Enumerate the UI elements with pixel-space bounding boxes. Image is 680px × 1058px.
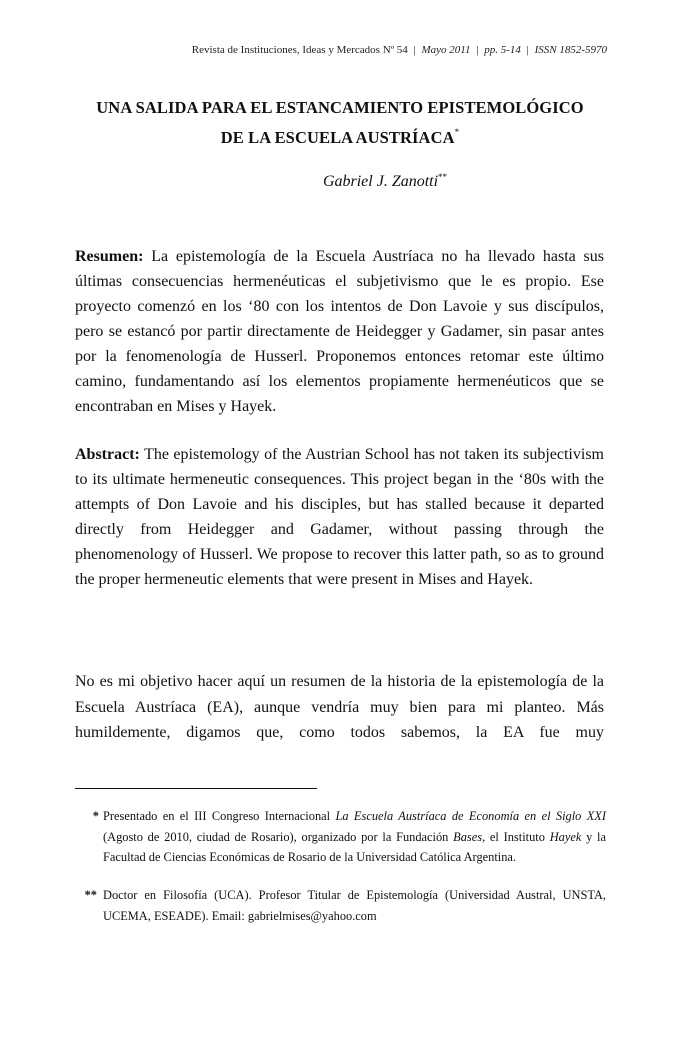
author-name: Gabriel J. Zanotti [322, 173, 439, 190]
footnote-mark: ** [84, 888, 97, 902]
title-footnote-mark[interactable]: * [454, 127, 460, 137]
title-line-1: UNA SALIDA PARA EL ESTANCAMIENTO EPISTEMOLÓGICO [96, 98, 584, 117]
separator: | [413, 44, 416, 56]
issn: ISSN 1852-5970 [534, 44, 607, 56]
journal-name: Revista de Instituciones, Ideas y Mercados Nº 54 [191, 44, 408, 56]
paper-title [60, 95, 620, 150]
page-range: pp. 5-14 [484, 44, 521, 56]
author [60, 172, 620, 191]
resumen-paragraph [75, 244, 604, 419]
author-footnote-mark[interactable]: ** [438, 172, 448, 182]
separator: | [476, 44, 479, 56]
resumen-label: Resumen: [75, 248, 144, 265]
footnote-text: Doctor en Filosofía (UCA). Profesor Titular de Epistemología (Universidad Austral, UNSTA, UCEMA, ESEADE). Email: gabrielmises@yahoo.com [103, 888, 606, 923]
footnote-mark: * [92, 809, 99, 823]
footnote [73, 885, 606, 926]
title-line-2: DE LA ESCUELA AUSTRÍACA* [220, 127, 460, 147]
running-head [192, 44, 607, 56]
resumen-text: La epistemología de la Escuela Austríaca no ha llevado hasta sus últimas consecuencias hermenéuticas el subjetivismo que le es propio. Ese proyecto comenzó en los ‘80 con los intentos de Don Lavoie y sus discípulos, pero se estancó por partir directamente de Heidegger y Gadamer, sin pasar antes por la fenomenología de Husserl. Proponemos entonces retomar este último camino, fundamentando así los elementos propiamente hermenéuticos que se encontraban en Mises y Hayek. [75, 248, 604, 415]
body-paragraph: No es mi objetivo hacer aquí un resumen de la historia de la epistemología de la Escuela Austríaca (EA), aunque vendría muy bien para mi planteo. Más humildemente, digamos que, como todos sabemos, la EA fue muy [75, 673, 604, 741]
issue-date: Mayo 2011 [421, 44, 471, 56]
footnote [73, 806, 606, 868]
footnote-divider [75, 788, 317, 789]
abstract-text: The epistemology of the Austrian School has not taken its subjectivism to its ultimate hermeneutic consequences. This project began in the ‘80s with the attempts of Don Lavoie and his disciples, but has stalled because it departed directly from Heidegger and Gadamer, without passing through the phenomenology of Husserl. We propose to recover this latter path, so as to ground the proper hermeneutic elements that were present in Mises and Hayek. [75, 446, 604, 588]
separator: | [526, 44, 529, 56]
abstract-label: Abstract: [75, 446, 140, 463]
abstract-paragraph [75, 442, 604, 592]
footnote-text: Presentado en el III Congreso Internacional La Escuela Austríaca de Economía en el Siglo XXI (Agosto de 2010, ciudad de Rosario), organizado por la Fundación Bases, el Instituto Hayek y la Facultad de Ciencias Económicas de Rosario de la Universidad Católica Argentina. [103, 809, 607, 864]
